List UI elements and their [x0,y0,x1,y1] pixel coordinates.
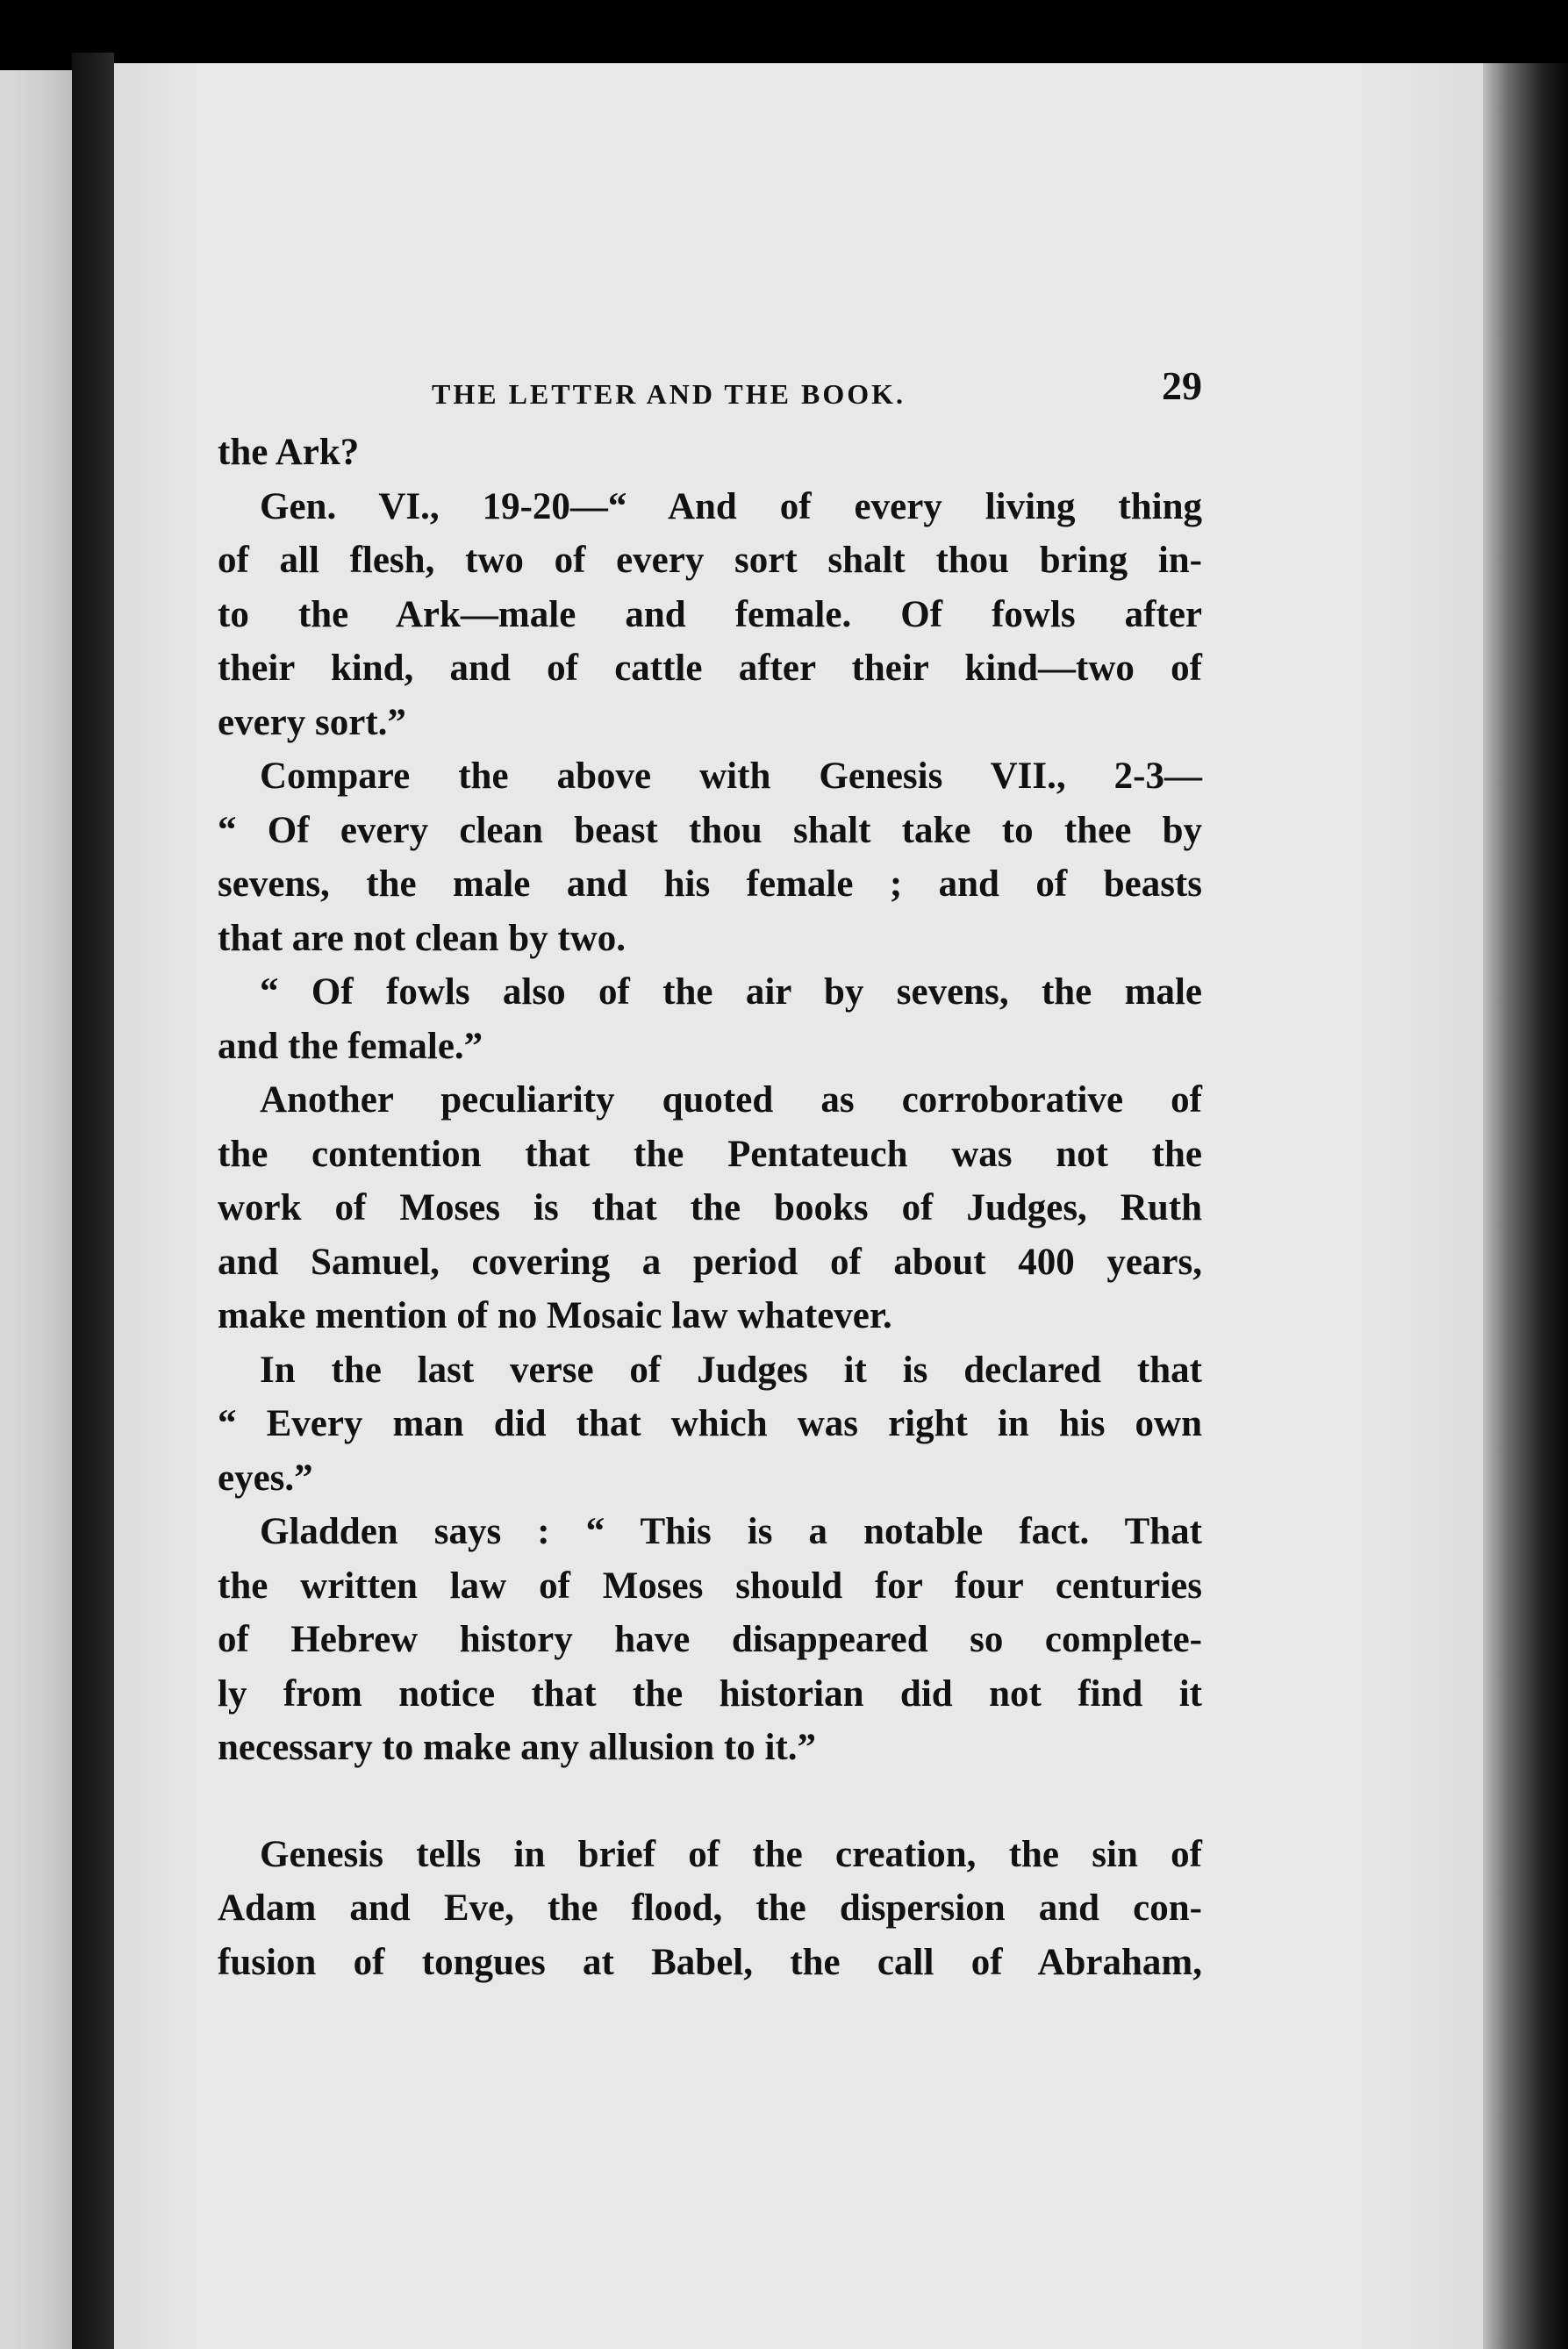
running-head [218,355,1202,426]
text-line: “ Of fowls also of the air by sevens, the male [260,971,1202,1013]
facing-page-edge [0,70,72,2349]
running-title: THE LETTER AND THE BOOK. [432,378,906,410]
text-line: the contention that the Pentateuch was not the [218,1133,1202,1175]
text-line: Adam and Eve, the flood, the dispersion and con- [218,1887,1202,1929]
text-line: necessary to make any allusion to it.” [218,1727,817,1768]
page-edge-shadow [1483,63,1568,2349]
text-line: and the female.” [218,1025,483,1067]
text-line: “ Every man did that which was right in his own [218,1403,1202,1444]
paragraph-gap [218,1775,1202,1828]
text-line: of Hebrew history have disappeared so complete- [218,1619,1202,1660]
text-line: their kind, and of cattle after their kind—two of [218,648,1202,689]
text-line: and Samuel, covering a period of about 400 years, [218,1241,1202,1283]
text-line: “ Of every clean beast thou shalt take to thee by [218,809,1202,851]
page-text-block [218,355,1202,1989]
text-line: of all flesh, two of every sort shalt thou bring in- [218,540,1202,581]
text-line: work of Moses is that the books of Judges, Ruth [218,1187,1202,1228]
text-line: Gen. VI., 19-20—“ And of every living thing [260,485,1202,527]
text-line: every sort.” [218,701,406,743]
text-line: to the Ark—male and female. Of fowls after [218,593,1202,635]
text-line: sevens, the male and his female ; and of beasts [218,863,1202,905]
text-line: Another peculiarity quoted as corroborative of [260,1079,1202,1121]
body-text [218,426,1202,1989]
text-line: Gladden says : “ This is a notable fact. That [260,1511,1202,1552]
page-number: 29 [1162,363,1202,408]
book-gutter [72,53,114,2349]
text-line: Genesis tells in brief of the creation, the sin of [260,1833,1202,1875]
text-line: fusion of tongues at Babel, the call of Abraham, [218,1941,1202,1983]
text-line: Compare the above with Genesis VII., 2-3— [260,756,1202,797]
text-line: ly from notice that the historian did not find it [218,1672,1202,1715]
text-line: the written law of Moses should for four centuries [218,1565,1202,1607]
text-line: eyes.” [218,1457,313,1499]
text-line: that are not clean by two. [218,917,626,959]
text-line: In the last verse of Judges it is declared that [260,1349,1202,1391]
text-line: make mention of no Mosaic law whatever. [218,1295,892,1336]
text-line: the Ark? [218,432,360,473]
